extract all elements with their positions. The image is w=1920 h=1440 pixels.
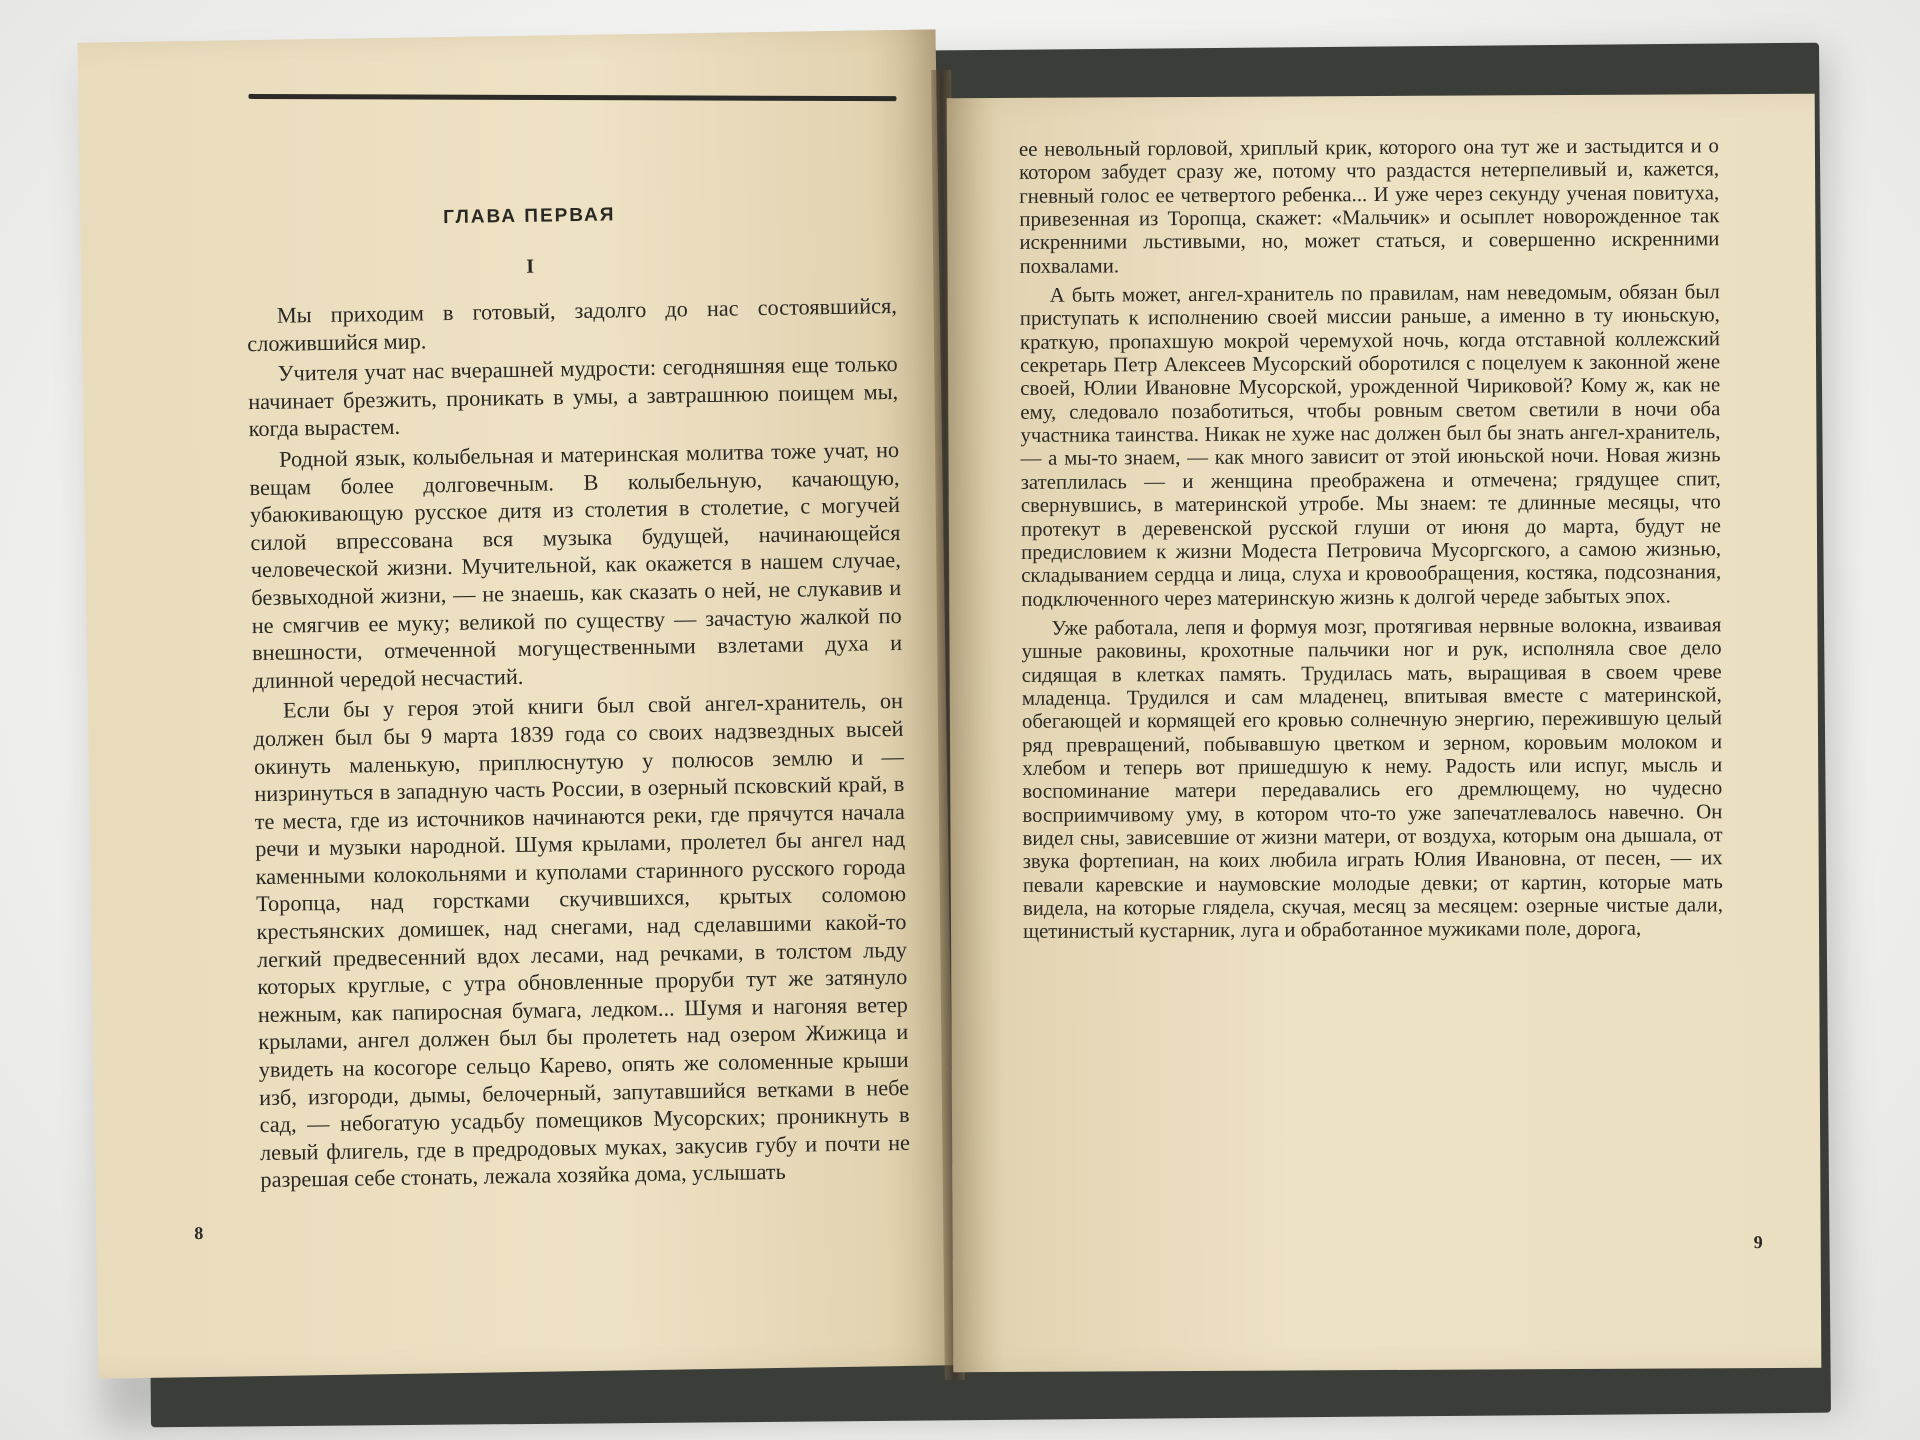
right-page-text (1019, 134, 1723, 949)
section-number: I (526, 255, 535, 278)
paragraph: Учителя учат нас вчерашней мудрости: сегодняшняя еще только начинает брезжить, проникать в умы, а завтрашнюю поищем мы, когда вырастем. (248, 351, 899, 442)
paragraph: Если бы у героя этой книги был свой ангел-хранитель, он должен был бы 9 марта 1839 года со своих надзвездных высей окинуть маленькую, приплюснутую у полюсов землю и — низринуться в западную часть России, в озерный псковский край, в те места, где из источников начинаются реки, где прячутся начала речи и музыки народной. Шумя крылами, пролетел бы ангел над каменными колокольнями и куполами старинного русского города Торопца, над горстками скучившихся, крытых соломою крестьянских домишек, над снегами, над сделавшими какой-то легкий предвесенний вдох лесами, над речками, в толстом льду которых круглые, с утра обновленные проруби тут же затянуло нежным, как папиросная бумага, ледком... Шумя и нагоняя ветер крылами, ангел должен был бы пролететь над озером Жижица и увидеть на косогоре сельцо Карево, опять же соломенные крыши изб, изгороди, дымы, белочерный, запутавшийся ветками в небе сад, — небогатую усадьбу помещиков Мусорских; проникнуть в левый флигель, где в предродовых муках, закусив губу и почти не разрешая себе стонать, лежала хозяйка дома, услышать (253, 688, 911, 1193)
chapter-title: ГЛАВА ПЕРВАЯ (443, 204, 616, 229)
left-page-text (247, 292, 911, 1197)
right-page (947, 94, 1822, 1373)
page-number-right: 9 (1753, 1232, 1763, 1253)
paragraph: Родной язык, колыбельная и материнская молитва тоже учат, но вещам более долговечным. В колыбельную, качающую, убаюкивающую русское дитя из столетия в столетие, с могучей силой впрессована вся музыка будущей, начинающейся человеческой жизни. Мучительной, как окажется в нашем случае, безвыходной жизни, — не знаешь, как сказать о ней, не слукавив и не смягчив ее муку; великой по существу — зачастую жалкой по внешности, отмеченной могущественными взлетами духа и длинной чередой несчастий. (249, 436, 903, 693)
paragraph: Мы приходим в готовый, задолго до нас состоявшийся, сложившийся мир. (247, 292, 897, 356)
header-rule (248, 94, 896, 101)
paragraph: А быть может, ангел-хранитель по правилам, нам неведомым, обязан был приступать к исполнению своей миссии раньше, а именно в ту июньскую, краткую, пропахшую мокрой черемухой ночь, когда отставной коллежский секретарь Петр Алексеев Мусорский оборотился с поцелуем к законной жене своей, Юлии Ивановне Мусорской, урожденной Чириковой? Кому ж, как не ему, следовало позаботиться, чтобы ровным светом светили в ночи оба участника таинства. Никак не хуже нас должен был бы знать ангел-хранитель, — а мы-то знаем, — как много зависит от этой июньской ночи. Новая жизнь затеплилась — и женщина преображена и отмечена; грядущее спит, свернувшись, в материнской утробе. Мы знаем: те длинные месяцы, что протекут в деревенской русской глуши от июня до марта, будут не предисловием к жизни Модеста Петровича Мусоргского, а самою жизнью, складыванием сердца и лица, слуха и кровообращения, костяка, подсознания, подключенного через материнскую жизнь к долгой череде забытых эпох. (1019, 280, 1722, 611)
paragraph: ее невольный горловой, хриплый крик, которого она тут же и застыдится и о котором забудет сразу же, потому что раздастся нетерпеливый и, кажется, гневный голос ее четвертого ребенка... И уже через секунду ученая повитуха, привезенная из Торопца, скажет: «Мальчик» и осыплет новорожденное так искренними льстивыми, но, может статься, и совершенно искренними похвалами. (1018, 134, 1720, 278)
left-page (78, 29, 957, 1378)
paragraph: Уже работала, лепя и формуя мозг, протягивая нервные волокна, изваивая ушные раковины, крохотные пальчики ног и рук, исполняла свое дело сидящая в клетках память. Трудилась мать, выращивая в своем чреве младенца. Трудился и сам младенец, впитывая вместе с материнской, обегающей и кормящей его кровью солнечную энергию, пережившую целый ряд превращений, побывавшую цветком и зерном, коровьим молоком и хлебом и теперь вот пришедшую к нему. Радость или испуг, мысль и воспоминание матери передавались его дремлющему, но чудесно восприимчивому уму, в котором что-то уже запечатлевалось навечно. Он видел сны, зависевшие от жизни матери, от воздуха, которым она дышала, от звука фортепиан, на коих любила играть Юлия Ивановна, от песен, — их певали каревские и наумовские молодые девки; от картин, которые мать видела, на которые глядела, скучая, месяц за месяцем: озерные чистые дали, щетинистый кустарник, луга и обработанное мужиками поле, дорога, (1021, 613, 1723, 944)
page-number-left: 8 (194, 1222, 204, 1244)
